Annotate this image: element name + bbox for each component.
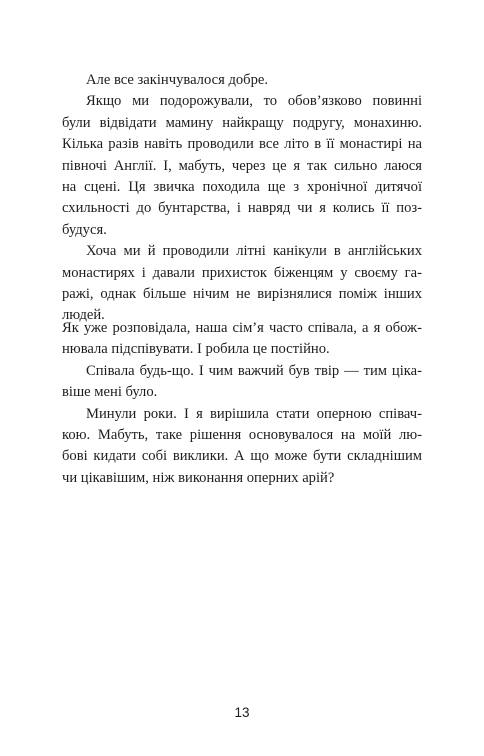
- text-line: Але все закінчувалося добре.: [86, 72, 269, 88]
- text-line: Минули роки. І я вирішила стати оперною співач-: [86, 405, 422, 422]
- text-line: півночі Англії. І, мабуть, через це я так сильно лаюся: [62, 157, 422, 174]
- text-line: людей.: [62, 307, 105, 324]
- text-line: ражі, однак більше нічим не вирізнялися поміж інших: [62, 285, 422, 302]
- text-line: на сцені. Ця звичка походила ще з хронічної дитячої: [62, 178, 422, 195]
- text-line: бові кидати собі виклики. А що може бути складнішим: [62, 448, 422, 465]
- text-line: Кілька разів навіть проводили все літо в її монастирі на: [62, 136, 422, 153]
- text-line: монастирях і давали прихисток біженцям у своєму га-: [62, 264, 422, 281]
- text-line: чи цікавішим, ніж виконання оперних арій?: [62, 469, 335, 486]
- text-block-second: [62, 318, 422, 489]
- text-line: були відвідати мамину найкращу подругу, монахиню.: [62, 114, 422, 131]
- text-block-first: [62, 70, 422, 327]
- text-line: Якщо ми подорожували, то обов’язково повинні: [86, 93, 422, 110]
- text-line: кою. Мабуть, таке рішення основувалося на моїй лю-: [62, 426, 422, 443]
- text-line: Співала будь-що. І чим важчий був твір — тим ціка-: [86, 362, 422, 379]
- text-line: нювала підспівувати. І робила це постійно.: [62, 341, 330, 358]
- page-number: 13: [234, 705, 250, 720]
- text-line: Хоча ми й проводили літні канікули в англійських: [86, 243, 422, 260]
- text-line: Як уже розповідала, наша сім’я часто співала, а я обож-: [62, 320, 422, 336]
- text-line: віше мені було.: [62, 384, 158, 401]
- text-line: схильності до бунтарства, і навряд чи я колись її поз-: [62, 200, 422, 217]
- text-line: будуся.: [62, 221, 107, 238]
